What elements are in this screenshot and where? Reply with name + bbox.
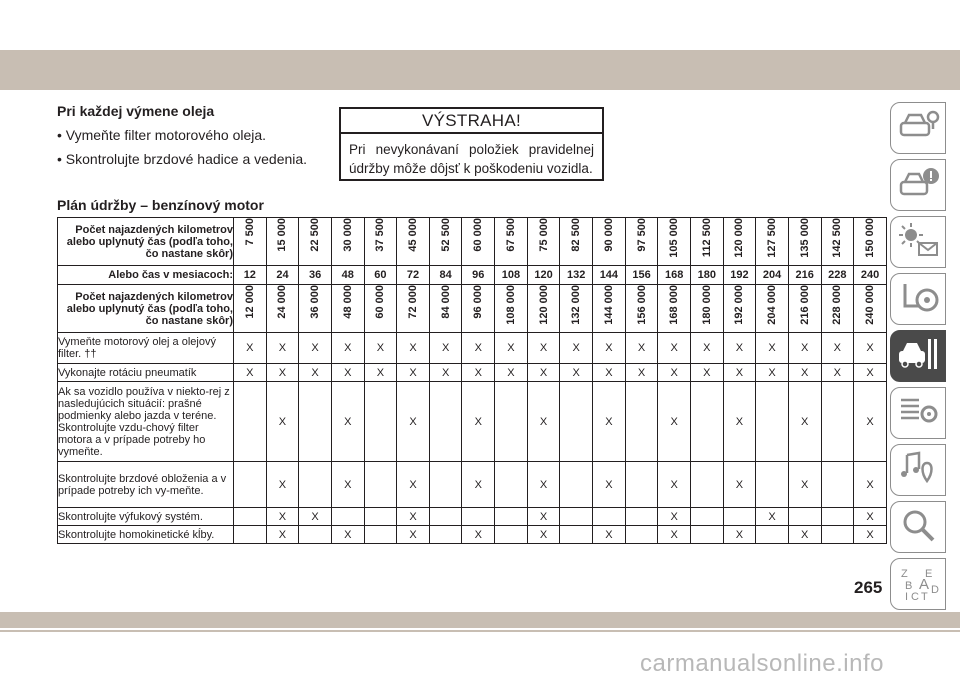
schedule-heading: Plán údržby – benzínový motor	[57, 197, 264, 213]
bullet-oil-filter: • Vymeňte filter motorového oleja.	[57, 127, 267, 143]
service-mark	[690, 508, 723, 526]
mileage-cell	[234, 218, 267, 266]
service-mark: X	[788, 526, 821, 544]
service-mark: X	[527, 508, 560, 526]
mileage-value: 72 000	[407, 285, 420, 319]
mileage-value: 7 500	[243, 218, 256, 246]
mileage-value: 132 000	[570, 285, 583, 325]
mileage-cell	[495, 218, 528, 266]
mileage-value: 24 000	[276, 285, 289, 319]
service-mark	[495, 382, 528, 462]
side-tab-car-dashboard[interactable]	[890, 102, 946, 154]
service-mark: X	[658, 364, 691, 382]
warning-title: VÝSTRAHA!	[341, 109, 602, 134]
mileage-cell	[723, 285, 756, 333]
mileage-value: 48 000	[341, 285, 354, 319]
service-mark: X	[266, 526, 299, 544]
service-mark: X	[299, 508, 332, 526]
checklist-gear-icon	[896, 392, 940, 435]
mileage-cell	[723, 218, 756, 266]
service-mark	[756, 526, 789, 544]
service-mark: X	[397, 526, 430, 544]
mileage-header-row	[58, 218, 887, 266]
mileage-cell	[397, 285, 430, 333]
mileage-cell	[756, 285, 789, 333]
service-mark	[462, 508, 495, 526]
mileage-cell	[625, 218, 658, 266]
months-value: 204	[756, 266, 789, 285]
service-mark: X	[266, 333, 299, 364]
service-mark: X	[299, 364, 332, 382]
mileage-cell	[234, 285, 267, 333]
service-mark: X	[331, 364, 364, 382]
bottom-rule	[0, 630, 960, 632]
service-mark	[364, 462, 397, 508]
service-mark: X	[593, 462, 626, 508]
service-mark	[723, 508, 756, 526]
warning-text: Pri nevykonávaní položiek pravidelnej údržby môže dôjsť k poškodeniu vozidla.	[349, 142, 594, 176]
service-mark: X	[854, 526, 887, 544]
side-tab-music-map[interactable]	[890, 444, 946, 496]
service-mark: X	[723, 462, 756, 508]
months-value: 228	[821, 266, 854, 285]
service-mark: X	[854, 333, 887, 364]
service-mark: X	[788, 333, 821, 364]
mileage-cell	[756, 218, 789, 266]
service-mark: X	[234, 333, 267, 364]
mileage-cell	[495, 285, 528, 333]
service-mark: X	[364, 333, 397, 364]
service-mark: X	[266, 508, 299, 526]
svg-text:E: E	[925, 567, 933, 580]
service-mark	[593, 508, 626, 526]
service-row	[58, 462, 887, 508]
mileage-value: 240 000	[864, 285, 877, 325]
service-mark: X	[690, 364, 723, 382]
side-tab-strip	[890, 102, 948, 615]
mileage-value: 37 500	[374, 218, 387, 252]
service-mark: X	[527, 462, 560, 508]
service-mark: X	[331, 526, 364, 544]
service-mark: X	[625, 333, 658, 364]
mileage-cell	[331, 285, 364, 333]
service-mark: X	[788, 364, 821, 382]
months-value: 24	[266, 266, 299, 285]
mileage-value: 108 000	[504, 285, 517, 325]
mileage-cell	[364, 218, 397, 266]
service-mark	[299, 382, 332, 462]
mileage-value: 15 000	[276, 218, 289, 252]
service-mark: X	[593, 382, 626, 462]
mileage-cell	[625, 285, 658, 333]
service-mark: X	[854, 364, 887, 382]
service-mark	[821, 382, 854, 462]
side-tab-magnifier[interactable]	[890, 501, 946, 553]
service-mark: X	[527, 364, 560, 382]
seat-steering-icon	[896, 278, 940, 321]
mileage-value: 97 500	[635, 218, 648, 252]
service-mark	[821, 508, 854, 526]
mileage-value: 30 000	[341, 218, 354, 252]
service-mark	[756, 382, 789, 462]
service-mark	[495, 462, 528, 508]
service-mark: X	[821, 333, 854, 364]
mileage-cell	[593, 218, 626, 266]
service-mark	[331, 508, 364, 526]
service-mark	[429, 508, 462, 526]
service-mark: X	[854, 508, 887, 526]
service-mark	[756, 462, 789, 508]
service-mark: X	[462, 382, 495, 462]
service-mark: X	[788, 462, 821, 508]
service-label: Skontrolujte výfukový systém.	[58, 508, 234, 526]
service-mark: X	[462, 364, 495, 382]
mileage-cell	[690, 285, 723, 333]
service-mark: X	[723, 526, 756, 544]
mileage-value: 67 500	[504, 218, 517, 252]
service-mark	[690, 382, 723, 462]
mileage-cell	[821, 218, 854, 266]
mileage-cell	[299, 285, 332, 333]
service-mark	[821, 526, 854, 544]
service-mark: X	[266, 462, 299, 508]
mileage-cell	[821, 285, 854, 333]
mileage-value: 12 000	[243, 285, 256, 319]
service-mark: X	[527, 333, 560, 364]
service-mark: X	[462, 462, 495, 508]
service-label: Skontrolujte homokinetické kĺby.	[58, 526, 234, 544]
mileage-value: 168 000	[668, 285, 681, 325]
side-tab-lights-message[interactable]	[890, 216, 946, 268]
mileage-cell	[854, 218, 887, 266]
service-mark: X	[266, 382, 299, 462]
service-mark: X	[560, 333, 593, 364]
service-mark	[625, 462, 658, 508]
mileage-value: 60 000	[374, 285, 387, 319]
service-mark	[299, 526, 332, 544]
service-mark	[299, 462, 332, 508]
months-value: 48	[331, 266, 364, 285]
service-mark	[234, 508, 267, 526]
bottom-color-band	[0, 612, 960, 628]
mileage-cell	[658, 285, 691, 333]
watermark: carmanualsonline.info	[640, 650, 884, 677]
service-mark: X	[723, 364, 756, 382]
service-mark: X	[397, 333, 430, 364]
mileage-cell	[331, 218, 364, 266]
service-mark: X	[527, 526, 560, 544]
service-mark	[690, 526, 723, 544]
service-mark	[821, 462, 854, 508]
service-mark	[560, 508, 593, 526]
service-mark: X	[397, 508, 430, 526]
car-wrench-icon	[896, 335, 940, 378]
service-mark	[364, 382, 397, 462]
mileage-cell	[429, 285, 462, 333]
service-mark: X	[331, 333, 364, 364]
service-mark	[364, 508, 397, 526]
mileage-cell	[560, 285, 593, 333]
months-value: 72	[397, 266, 430, 285]
mileage-cell	[690, 218, 723, 266]
service-mark	[429, 462, 462, 508]
mileage-value: 75 000	[537, 218, 550, 252]
service-mark: X	[331, 462, 364, 508]
months-value: 36	[299, 266, 332, 285]
service-mark	[560, 462, 593, 508]
service-mark	[364, 526, 397, 544]
months-value: 60	[364, 266, 397, 285]
mileage-value: 84 000	[439, 285, 452, 319]
mileage-value: 192 000	[733, 285, 746, 325]
mileage-cell	[854, 285, 887, 333]
mileage-cell	[527, 285, 560, 333]
service-mark: X	[658, 508, 691, 526]
mileage-value: 112 500	[700, 218, 713, 258]
months-value: 108	[495, 266, 528, 285]
magnifier-icon	[896, 506, 940, 549]
mileage-value: 216 000	[798, 285, 811, 325]
mileage-value: 204 000	[766, 285, 779, 325]
service-mark: X	[364, 364, 397, 382]
months-value: 12	[234, 266, 267, 285]
mileage-value: 36 000	[309, 285, 322, 319]
car-dashboard-icon	[896, 107, 940, 150]
service-mark: X	[527, 382, 560, 462]
mileage-value: 135 000	[798, 218, 811, 258]
service-mark: X	[658, 526, 691, 544]
service-mark: X	[331, 382, 364, 462]
svg-text:D: D	[931, 583, 939, 596]
mileage-cell	[364, 285, 397, 333]
mileage-value: 90 000	[602, 218, 615, 252]
service-mark	[625, 382, 658, 462]
service-mark	[560, 382, 593, 462]
months-value: 216	[788, 266, 821, 285]
mileage-cell	[658, 218, 691, 266]
mileage-header-row-2	[58, 285, 887, 333]
mileage-value: 52 500	[439, 218, 452, 252]
months-value: 240	[854, 266, 887, 285]
service-mark: X	[462, 526, 495, 544]
service-mark: X	[756, 508, 789, 526]
mileage-cell	[429, 218, 462, 266]
mileage-cell	[266, 285, 299, 333]
mileage-value: 105 000	[668, 218, 681, 258]
months-value: 84	[429, 266, 462, 285]
service-mark: X	[821, 364, 854, 382]
side-tab-car-warning[interactable]	[890, 159, 946, 211]
svg-text:A: A	[919, 575, 930, 593]
months-value: 180	[690, 266, 723, 285]
service-row	[58, 526, 887, 544]
mileage-cell	[397, 218, 430, 266]
service-mark: X	[788, 382, 821, 462]
service-mark: X	[397, 462, 430, 508]
bullet-brake-hoses: • Skontrolujte brzdové hadice a vedenia.	[57, 151, 308, 167]
service-mark	[429, 526, 462, 544]
service-mark: X	[658, 333, 691, 364]
months-value: 192	[723, 266, 756, 285]
mileage-cell	[788, 285, 821, 333]
side-tab-seat-steering[interactable]	[890, 273, 946, 325]
service-mark: X	[690, 333, 723, 364]
mileage-cell	[462, 285, 495, 333]
months-value: 96	[462, 266, 495, 285]
months-value: 120	[527, 266, 560, 285]
mileage-value: 127 500	[766, 218, 779, 258]
mileage-value: 144 000	[602, 285, 615, 325]
mileage-value: 82 500	[570, 218, 583, 252]
mileage-value: 120 000	[733, 218, 746, 258]
mileage-label: Počet najazdených kilometrov alebo uplynutý čas (podľa toho, čo nastane skôr)	[58, 218, 234, 266]
service-row	[58, 333, 887, 364]
lights-message-icon	[896, 221, 940, 264]
service-mark: X	[429, 364, 462, 382]
service-mark	[234, 462, 267, 508]
svg-text:C: C	[911, 590, 919, 601]
service-row	[58, 508, 887, 526]
mileage-cell	[462, 218, 495, 266]
service-mark: X	[756, 364, 789, 382]
service-row	[58, 382, 887, 462]
months-value: 132	[560, 266, 593, 285]
service-mark	[625, 508, 658, 526]
service-mark	[495, 526, 528, 544]
top-color-band	[0, 50, 960, 90]
mileage-value: 180 000	[700, 285, 713, 325]
service-mark: X	[854, 382, 887, 462]
service-mark: X	[560, 364, 593, 382]
service-mark	[234, 526, 267, 544]
mileage-value: 156 000	[635, 285, 648, 325]
mileage-value: 120 000	[537, 285, 550, 325]
months-row	[58, 266, 887, 285]
car-warning-icon	[896, 164, 940, 207]
side-tab-checklist-gear[interactable]	[890, 387, 946, 439]
service-row	[58, 364, 887, 382]
service-mark	[560, 526, 593, 544]
service-mark: X	[723, 333, 756, 364]
service-mark: X	[495, 333, 528, 364]
mileage-value: 150 000	[864, 218, 877, 258]
months-value: 168	[658, 266, 691, 285]
service-mark	[234, 382, 267, 462]
warning-box	[339, 107, 604, 181]
mileage-value: 228 000	[831, 285, 844, 325]
side-tab-alphabet-index[interactable]	[890, 558, 946, 610]
service-mark: X	[593, 364, 626, 382]
service-mark: X	[299, 333, 332, 364]
service-label: Skontrolujte brzdové obloženia a v prípade potreby ich vy-meňte.	[58, 462, 234, 508]
page-number: 265	[854, 578, 883, 597]
mileage-cell	[266, 218, 299, 266]
months-value: 144	[593, 266, 626, 285]
service-mark	[625, 526, 658, 544]
mileage-value: 45 000	[407, 218, 420, 252]
service-label: Vymeňte motorový olej a olejový filter. ††	[58, 333, 234, 364]
service-mark: X	[462, 333, 495, 364]
service-mark: X	[854, 462, 887, 508]
mileage-cell	[593, 285, 626, 333]
svg-text:B: B	[905, 579, 913, 592]
service-mark	[788, 508, 821, 526]
service-label: Ak sa vozidlo používa v niekto-rej z nasledujúcich situácií: prašné podmienky alebo jazda v teréne. Skontrolujte vzdu-chový filter motora a v prípade potreby ho vymeňte.	[58, 382, 234, 462]
mileage-cell	[299, 218, 332, 266]
mileage-cell	[527, 218, 560, 266]
service-mark	[495, 508, 528, 526]
service-mark: X	[723, 382, 756, 462]
oil-change-heading: Pri každej výmene oleja	[57, 103, 215, 119]
months-label: Alebo čas v mesiacoch:	[58, 266, 234, 285]
side-tab-car-wrench[interactable]	[890, 330, 946, 382]
service-mark	[690, 462, 723, 508]
mileage-label: Počet najazdených kilometrov alebo uplynutý čas (podľa toho, čo nastane skôr)	[58, 285, 234, 333]
service-mark	[429, 382, 462, 462]
service-mark: X	[234, 364, 267, 382]
music-map-icon	[896, 449, 940, 492]
mileage-value: 142 500	[831, 218, 844, 258]
service-label: Vykonajte rotáciu pneumatík	[58, 364, 234, 382]
service-mark: X	[429, 333, 462, 364]
service-mark: X	[397, 364, 430, 382]
svg-text:Z: Z	[901, 567, 908, 580]
mileage-value: 60 000	[472, 218, 485, 252]
service-mark: X	[756, 333, 789, 364]
service-mark: X	[658, 462, 691, 508]
service-mark: X	[593, 333, 626, 364]
service-mark: X	[266, 364, 299, 382]
mileage-cell	[788, 218, 821, 266]
service-mark: X	[658, 382, 691, 462]
mileage-value: 96 000	[472, 285, 485, 319]
maintenance-schedule-table	[57, 217, 887, 544]
svg-text:T: T	[921, 590, 928, 601]
service-mark: X	[625, 364, 658, 382]
service-mark: X	[397, 382, 430, 462]
svg-text:I: I	[905, 590, 909, 601]
mileage-cell	[560, 218, 593, 266]
service-mark: X	[593, 526, 626, 544]
months-value: 156	[625, 266, 658, 285]
alphabet-index-icon	[896, 563, 940, 606]
service-mark: X	[495, 364, 528, 382]
mileage-value: 22 500	[309, 218, 322, 252]
